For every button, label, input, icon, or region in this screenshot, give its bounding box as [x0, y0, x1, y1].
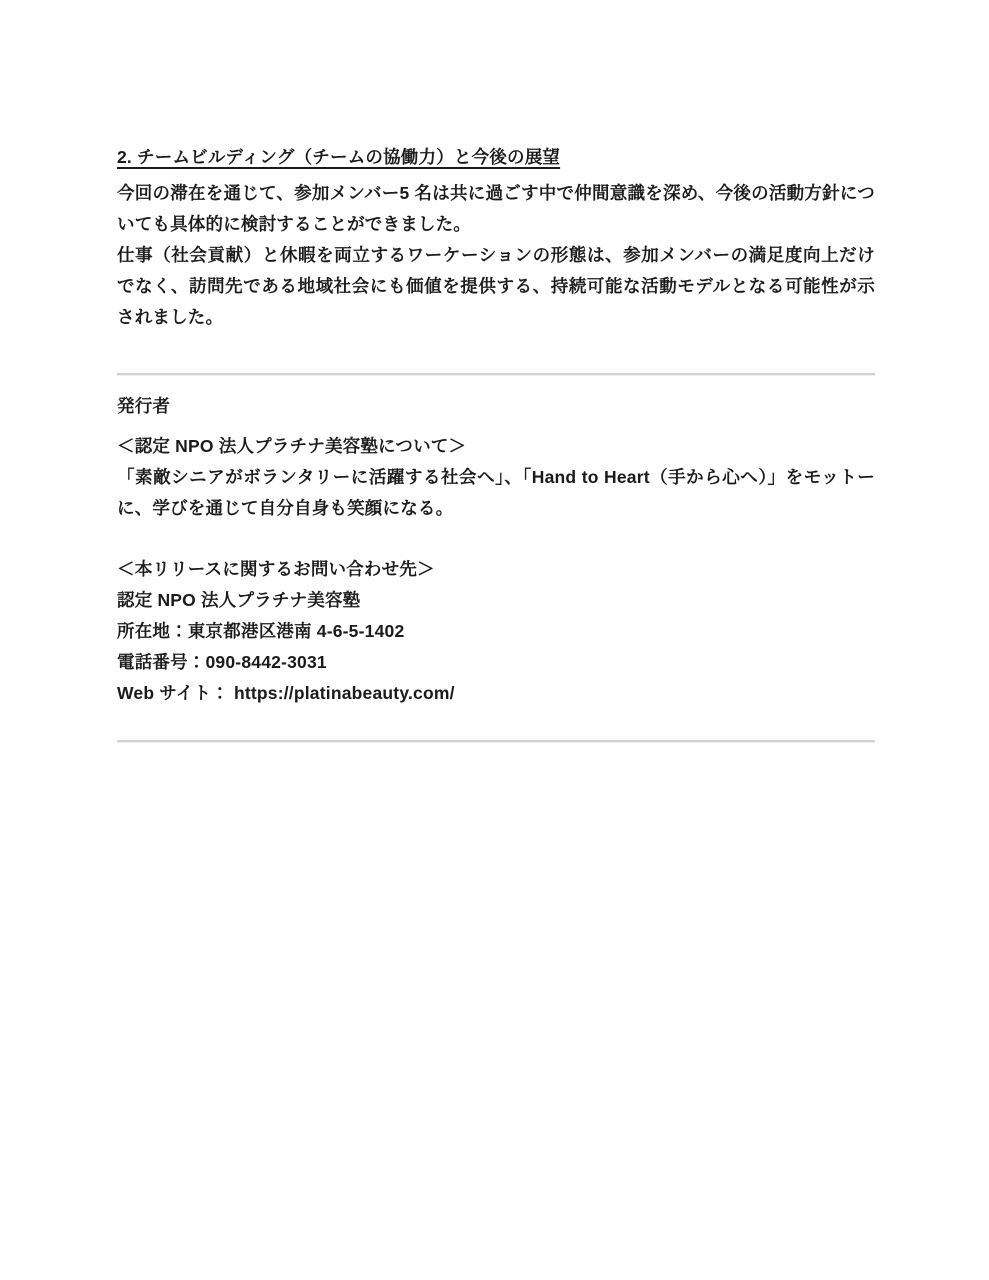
about-org-body: 「素敵シニアがボランタリーに活躍する社会へ」、「Hand to Heart（手から心へ）」をモットーに、学びを通じて自分自身も笑顔になる。: [117, 467, 875, 518]
contact-website: [117, 678, 875, 709]
divider-bottom: [117, 740, 875, 743]
contact-heading: ＜本リリースに関するお問い合わせ先＞: [117, 559, 435, 579]
section-heading-team-building: 2. チームビルディング（チームの協働力）と今後の展望: [117, 147, 561, 167]
report-paragraph-stay-summary: 今回の滞在を通じて、参加メンバー5 名は共に過ごす中で仲間意識を深め、今後の活動方針についても具体的に検討することができました。: [117, 183, 875, 234]
about-org-heading: ＜認定 NPO 法人プラチナ美容塾について＞: [117, 436, 467, 456]
report-paragraph-workation-model: 仕事（社会貢献）と休暇を両立するワーケーションの形態は、参加メンバーの満足度向上だけでなく、訪問先である地域社会にも価値を提供する、持続可能な活動モデルとなる可能性が示されました。: [117, 245, 875, 327]
contact-phone: 電話番号：090-8442-3031: [117, 652, 327, 672]
divider-top: [117, 373, 875, 376]
publisher-label: 発行者: [117, 396, 171, 416]
contact-address: 所在地：東京都港区港南 4-6-5-1402: [117, 621, 405, 641]
contact-organization: 認定 NPO 法人プラチナ美容塾: [117, 590, 361, 610]
contact-website-url: https://platinabeauty.com/: [233, 683, 455, 703]
contact-website-label: Web サイト：: [117, 683, 229, 703]
document-content: [117, 142, 875, 743]
